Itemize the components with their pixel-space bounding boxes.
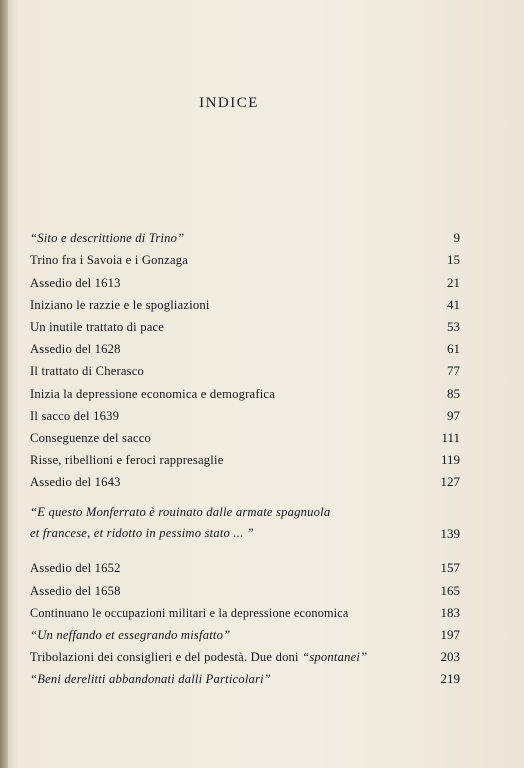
toc-entry-title: Trino fra i Savoia e i Gonzaga	[30, 253, 189, 268]
toc-entry-title-line2: et francese, et ridotto in pessimo stato ... ”	[30, 526, 254, 541]
toc-entry-page: 97	[447, 407, 460, 423]
toc-entry-page: 203	[440, 649, 460, 665]
page-spine-shadow	[0, 0, 8, 768]
toc-entry	[30, 402, 460, 424]
toc-entry	[30, 224, 460, 246]
toc-entry-title: Un inutile trattato di pace	[30, 319, 165, 334]
toc-entry-title: Continuano le occupazioni militari e la depressione economica	[30, 605, 349, 620]
toc-entry	[30, 313, 460, 335]
toc-entry-page: 183	[440, 604, 460, 620]
index-title: INDICE	[199, 95, 259, 111]
toc-entry-title: Assedio del 1652	[30, 561, 121, 576]
toc-entry-page: 165	[440, 582, 460, 598]
toc-entry-title: Il trattato di Cherasco	[30, 364, 145, 379]
toc-entry	[30, 554, 460, 576]
toc-entry	[30, 335, 460, 357]
toc-entry-page: 85	[447, 385, 460, 401]
toc-entry-page: 219	[440, 671, 460, 687]
toc-entry-title	[30, 502, 400, 544]
toc-entry	[30, 268, 460, 290]
toc-entry-page: 41	[447, 296, 460, 312]
toc-entry	[30, 468, 460, 490]
toc-entry-page: 77	[447, 363, 460, 379]
toc-entry-title-plain: Tribolazioni dei consiglieri e del podestà. Due doni	[30, 650, 303, 665]
toc-entry-title: “Un neffando et essegrando misfatto”	[30, 628, 231, 642]
toc-entry-two-line	[30, 502, 460, 544]
toc-entry-page: 53	[447, 318, 460, 334]
toc-entry-title: Assedio del 1643	[30, 475, 121, 490]
toc-entry	[30, 665, 460, 687]
toc-entry-title-line1: “E questo Monferrato è rouinato dalle armate spagnuola	[30, 505, 331, 520]
toc-entry-page: 61	[447, 341, 460, 357]
toc-entry-title: “Sito e descrittione di Trino”	[30, 231, 185, 246]
toc-entry	[30, 424, 460, 446]
toc-entry-title: “Beni derelitti abbandonati dalli Particolari”	[30, 672, 272, 687]
toc-entry-page: 21	[447, 274, 460, 290]
toc-entry-page: 197	[440, 627, 460, 642]
toc-entry-page: 111	[441, 429, 460, 445]
toc-entry-title: Iniziano le razzie e le spogliazioni	[30, 297, 210, 312]
toc-entry-page: 15	[447, 252, 460, 268]
toc-entry-title: Assedio del 1658	[30, 583, 121, 598]
toc-entry-title: Conseguenze del sacco	[30, 430, 151, 445]
table-of-contents	[30, 224, 460, 687]
toc-entry-page: 9	[453, 230, 460, 246]
toc-entry-title: Assedio del 1628	[30, 342, 121, 357]
toc-entry	[30, 446, 460, 468]
toc-entry-page: 119	[440, 452, 460, 468]
toc-entry-title	[30, 650, 367, 665]
toc-entry	[30, 643, 460, 665]
toc-entry	[30, 599, 460, 621]
toc-entry-title: Risse, ribellioni e feroci rappresaglie	[30, 453, 224, 468]
toc-entry	[30, 357, 460, 379]
toc-entry-title: Inizia la depressione economica e demografica	[30, 386, 276, 401]
toc-entry	[30, 291, 460, 313]
toc-entry-page: 139	[440, 526, 460, 542]
toc-entry-page: 127	[440, 474, 460, 490]
toc-entry-title: Assedio del 1613	[30, 275, 121, 290]
toc-entry-page: 157	[440, 560, 460, 576]
toc-entry	[30, 576, 460, 598]
toc-entry	[30, 246, 460, 268]
toc-entry	[30, 379, 460, 401]
toc-entry	[30, 621, 460, 643]
toc-entry-title-italic: “spontanei”	[302, 650, 368, 665]
toc-entry-title: Il sacco del 1639	[30, 408, 120, 423]
